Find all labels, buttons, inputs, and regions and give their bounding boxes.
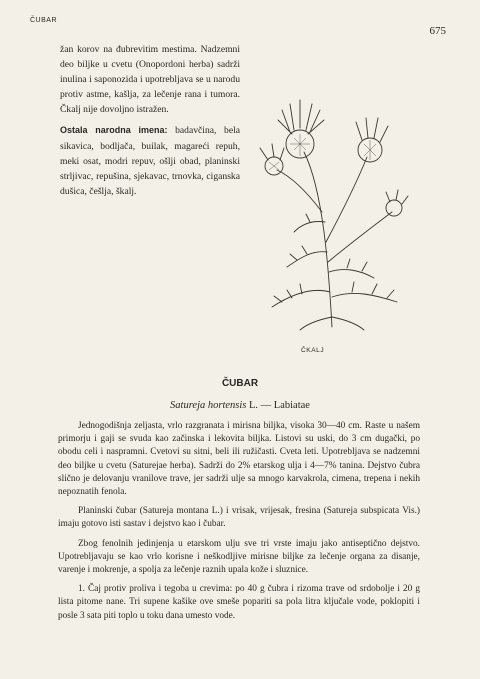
latin-name: Satureja hortensis [170,400,247,411]
left-column-text [60,42,240,199]
author-family: L. — Labiatae [246,400,310,411]
section-title: ČUBAR [221,378,259,389]
main-text [58,420,420,629]
cklaj-paragraph: žan korov na đubrevitim mestima. Nadzemni deo biljke u cvetu (Onopordoni herba) sadrži inulina i saponozida i upotrebljava se u narodu protiv astme, kašlja, za lečenje rana i tumora. Čkalj nije dovoljno istražen. [60,44,240,116]
description-paragraph: Jednogodišnja zeljasta, vrlo razgranata i mirisna biljka, visoka 30—40 cm. Raste u našem primorju i gaji se svuda kao začinska i lekovita biljka. Listovi su uski, do 3 cm dugački, po obodu celi i naspramni. Cvetovi su sitni, beli ili ružičasti. Cveta leti. Upotrebljava se nadzemni deo biljke u cvetu (Saturejae herba). Sadrži do 2% etarskog ulja i 4—7% tanina. Dejstvo čubra slično je delovanju vranilove trave, jer sadrži ulje sa mnogo karvakrola, cimena, trepena i nekih nepoznatih fenola. [58,421,420,498]
recipe-paragraph: 1. Čaj protiv proliva i tegoba u crevima: po 40 g čubra i rizoma trave od srdobolje i 20 g lista pitome nane. Tri supene kašike ove smeše popariti sa pola litra ključale vode, poklopiti i posle 3 sata piti toplo u toku dana umesto vode. [58,584,420,621]
running-head: ČUBAR [30,17,58,24]
species-subtitle [0,400,480,411]
folk-names-list: badavčina, bela sikavica, bodljača, builak, magareći repuh, meki osat, modri repuv, ošlji obad, planinski strljivac, repušina, sjekavac, trnovka, ciganska dušica, češlja, škalj. [60,125,240,197]
thistle-illustration [232,62,412,332]
folk-names-label: Ostala narodna imena: [60,125,168,136]
folk-names-paragraph [60,123,240,198]
figure-caption: ČKALJ [301,347,325,354]
uses-paragraph: Zbog fenolnih jedinjenja u etarskom ulju sve tri vrste imaju jako antiseptično dejstvo. Upotrebljavaju se kao vrlo korisne i neškodljive mirisne biljke za lečenje organa za disanje, varenje i mokrenje, a spolja za lečenje raznih upala kože i sluznice. [58,538,420,576]
page-number: 675 [429,25,446,37]
related-species-paragraph: Planinski čubar (Satureja montana L.) i vrisak, vrijesak, fresina (Satureja subspicata Vis.) imaju gotovo isti sastav i dejstvo kao i čubar. [58,506,420,530]
